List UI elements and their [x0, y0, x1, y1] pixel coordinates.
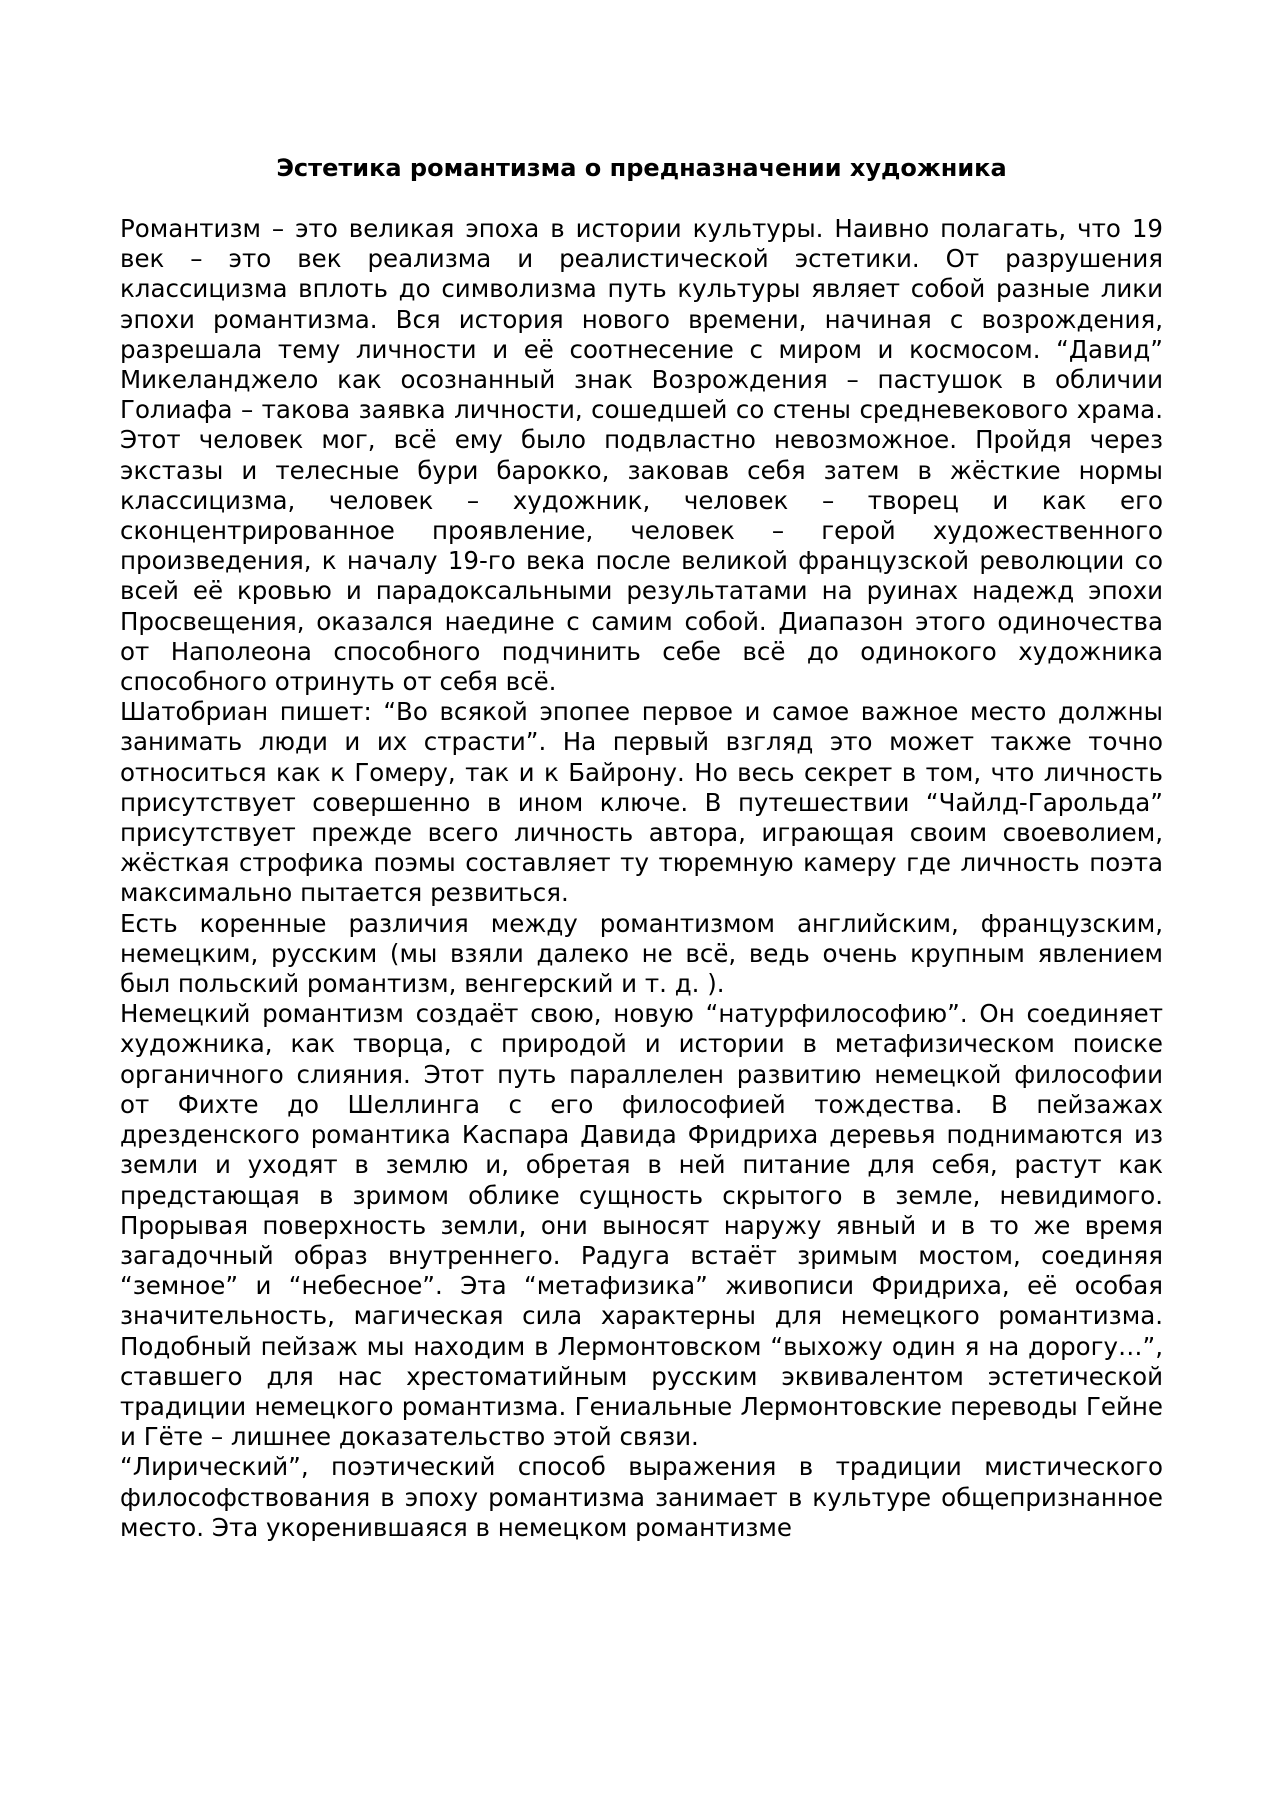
paragraph-5: “Лирический”, поэтический способ выражения в традиции мистического философствования в эпоху романтизма занимает в культуре общепризнанное место. Эта укоренившаяся в немецком романтизме: [120, 1452, 1163, 1542]
paragraph-2: Шатобриан пишет: “Во всякой эпопее первое и самое важное место должны занимать люди и их страсти”. На первый взгляд это может также точно относиться как к Гомеру, так и к Байрону. Но весь секрет в том, что личность присутствует совершенно в ином ключе. В путешествии “Чайлд-Гарольда” присутствует прежде всего личность автора, играющая своим своеволием, жёсткая строфика поэмы составляет ту тюремную камеру где личность поэта максимально пытается резвиться.: [120, 697, 1163, 908]
paragraph-4: Немецкий романтизм создаёт свою, новую “натурфилософию”. Он соединяет художника, как творца, с природой и истории в метафизическом поиске органичного слияния. Этот путь параллелен развитию немецкой философии от Фихте до Шеллинга с его философией тождества. В пейзажах дрезденского романтика Каспара Давида Фридриха деревья поднимаются из земли и уходят в землю и, обретая в ней питание для себя, растут как предстающая в зримом облике сущность скрытого в земле, невидимого. Прорывая поверхность земли, они выносят наружу явный и в то же время загадочный образ внутреннего. Радуга встаёт зримым мостом, соединяя “земное” и “небесное”. Эта “метафизика” живописи Фридриха, её особая значительность, магическая сила характерны для немецкого романтизма. Подобный пейзаж мы находим в Лермонтовском “выхожу один я на дорогу…”, ставшего для нас хрестоматийным русским эквивалентом эстетической традиции немецкого романтизма. Гениальные Лермонтовские переводы Гейне и Гёте – лишнее доказательство этой связи.: [120, 999, 1163, 1452]
paragraph-1: Романтизм – это великая эпоха в истории культуры. Наивно полагать, что 19 век – это век реализма и реалистической эстетики. От разрушения классицизма вплоть до символизма путь культуры являет собой разные лики эпохи романтизма. Вся история нового времени, начиная с возрождения, разрешала тему личности и её соотнесение с миром и космосом. “Давид” Микеланджело как осознанный знак Возрождения – пастушок в обличии Голиафа – такова заявка личности, сошедшей со стены средневекового храма. Этот человек мог, всё ему было подвластно невозможное. Пройдя через экстазы и телесные бури барокко, заковав себя затем в жёсткие нормы классицизма, человек – художник, человек – творец и как его сконцентрированное проявление, человек – герой художественного произведения, к началу 19-го века после великой французской революции со всей её кровью и парадоксальными результатами на руинах надежд эпохи Просвещения, оказался наедине с самим собой. Диапазон этого одиночества от Наполеона способного подчинить себе всё до одинокого художника способного отринуть от себя всё.: [120, 214, 1163, 697]
paragraph-3: Есть коренные различия между романтизмом английским, французским, немецким, русским (мы взяли далеко не всё, ведь очень крупным явлением был польский романтизм, венгерский и т. д. ).: [120, 908, 1163, 999]
document-title: Эстетика романтизма о предназначении художника: [276, 154, 1007, 182]
document-body: [120, 214, 1163, 1543]
